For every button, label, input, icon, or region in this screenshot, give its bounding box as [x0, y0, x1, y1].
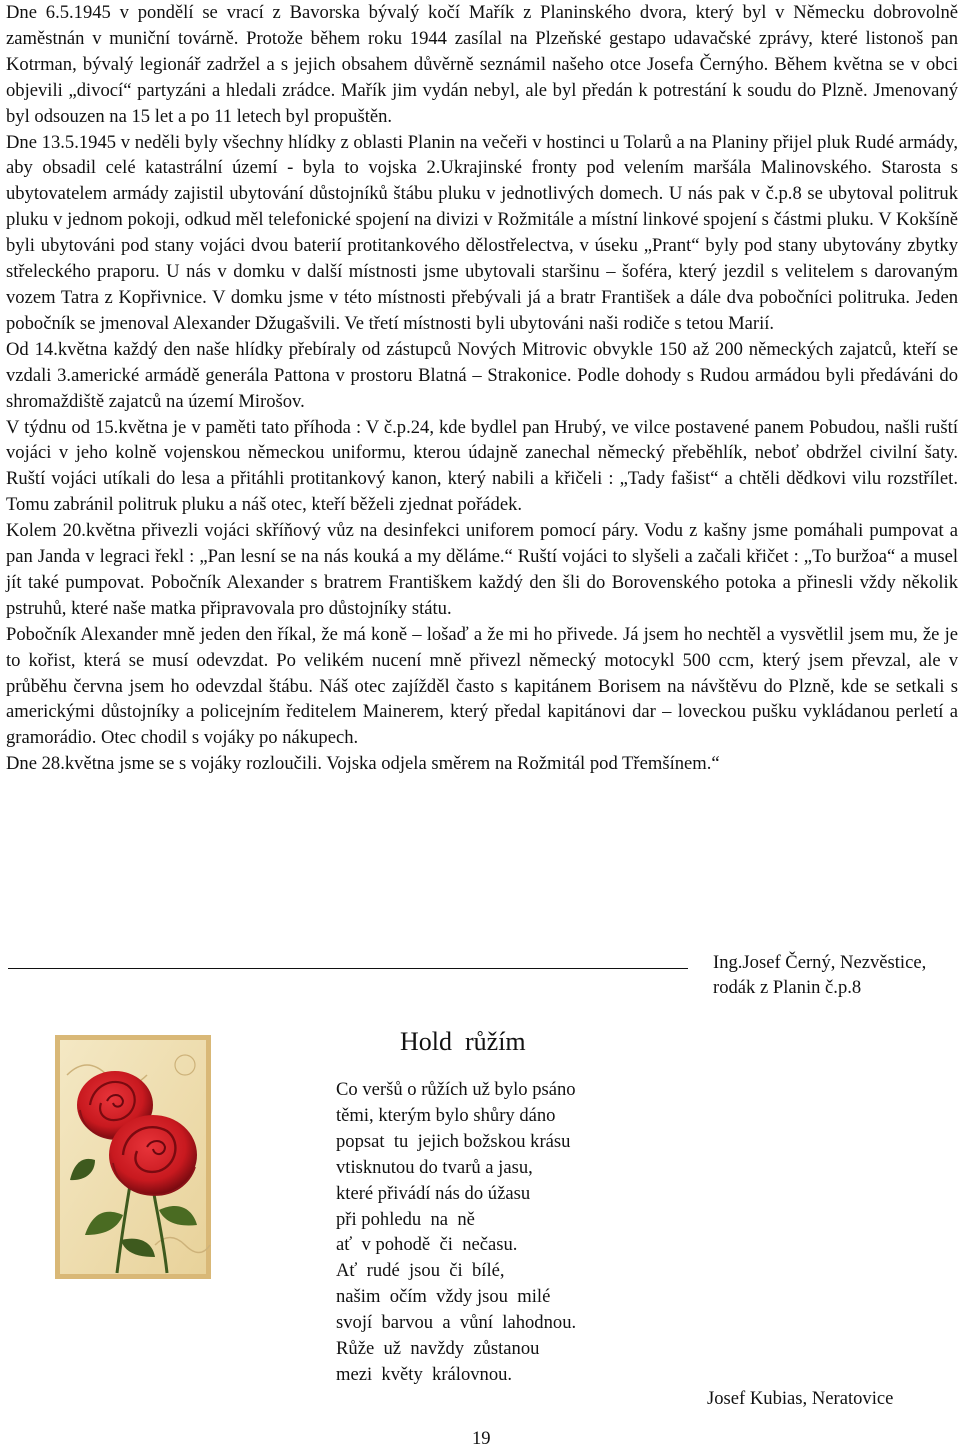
poem-line: svojí barvou a vůní lahodnou.: [336, 1312, 577, 1334]
paragraph-disinfection-wagon: Kolem 20.května přivezli vojáci skříňový vůz na desinfekci uniforem pomocí páry. Vodu z kašny jsme pomáhali pumpovat a pan Janda v legraci řekl : „Pan lesní se na nás kouká a my děláme.“ Ruští vojáci to slyšeli a začali křičet : „To buržoa“ a musel jít také pumpovat. Pobočník Alexander s bratrem Františkem každý den šli do Borovenského potoka a přinesli vždy několik pstruhů, které naše matka připravovala pro důstojníky státu.: [6, 520, 958, 619]
article-body: [6, 0, 958, 777]
poem-body: [336, 1077, 576, 1388]
paragraph-return-of-marik: Dne 6.5.1945 v pondělí se vrací z Bavorska bývalý kočí Mařík z Planinského dvora, který byl v Německu dobrovolně zaměstnán v muniční továrně. Protože během roku 1944 zasílal na Plzeňské gestapo udavačské zprávy, které listonoš pan Kotrman, bývalý legionář zadržel a s jejich obsahem důvěrně seznámil našeho otce Josefa Černýho. Během května se v obci objevili „divocí“ partyzáni a hledali zrádce. Mařík jim vydán nebyl, ale byl předán k potrestání k soudu do Plzně. Jmenovaný byl odsouzen na 15 let a po 11 letech byl propuštěn.: [6, 2, 958, 127]
paragraph-farewell: Dne 28.května jsme se s vojáky rozloučili. Vojska odjela směrem na Rožmitál pod Třemšínem.“: [6, 753, 720, 775]
poem-line: ať v pohodě či nečasu.: [336, 1234, 518, 1256]
signature-line: [8, 968, 688, 969]
paragraph-german-prisoners: Od 14.května každý den naše hlídky přebíraly od zástupců Nových Mitrovic obvykle 150 až 200 německých zajatců, kteří se vzdali 3.americké armádě generála Pattona v prostoru Blatná – Strakonice. Podle dohody s Rudou armádou byli předáváni do shromaždiště zajatců na území Mirošov.: [6, 338, 958, 412]
signature-name: Ing.Josef Černý, Nezvěstice,: [713, 952, 927, 973]
paragraph-uniform-incident: V týdnu od 15.května je v paměti tato příhoda : V č.p.24, kde bydlel pan Hrubý, ve vilce postavené panem Pobudou, našli ruští vojáci v jeho kolně vojenskou německou uniformu, kterou údajně zanechal německý přeběhlík, neboť obdržel civilní šaty. Ruští vojáci utíkali do lesa a přitáhli protitankový kanon, který nabili a křičeli : „Tady fašist“ a chtěli dědkovi vilu rozstřílet. Tomu zabránil politruk pluku a náš otec, kteří běželi zjednat pořádek.: [6, 416, 958, 516]
poem-line: Co veršů o růžích už bylo psáno: [336, 1079, 576, 1100]
page-number: 19: [472, 1428, 491, 1449]
poem-line: těmi, kterým bylo shůry dáno: [336, 1104, 556, 1126]
paragraph-red-army-arrival: Dne 13.5.1945 v neděli byly všechny hlídky z oblasti Planin na večeři v hostinci u Tolarů a na Planiny přijel pluk Rudé armády, aby obsadil celé katastrální území - byla to vojska 2.Ukrajinské fronty pod velením maršála Malinovského. Starosta s ubytovatelem armády zajistil ubytování důstojníků štábu pluku v jednotlivých domech. U nás pak v č.p.8 se ubytoval politruk pluku v jednom pokoji, odkud měl telefonické spojení na divizi v Rožmitále a místní linkové spojení s částmi pluku. V Kokšíně byli ubytováni pod stany vojáci dvou baterií protitankového dělostřelectva, v úseku „Prant“ byly pod stany ubytovány zbytky střeleckého praporu. U nás v domku v další místnosti jsme ubytovali staršinu – šoféra, který jezdil s velitelem s darovaným vozem Tatra z Kopřivnice. V domku jsme v této místnosti přebývali já a bratr František a dále dva pobočníci politruka. Jeden pobočník se jmenoval Alexander Džugašvili. Ve třetí místnosti byli ubytováni naši rodiče s tetou Marií.: [6, 131, 958, 334]
poem-title: Hold růžím: [400, 1027, 526, 1056]
poem-line: našim očím vždy jsou milé: [336, 1286, 551, 1308]
poem-line: mezi květy královnou.: [336, 1363, 513, 1385]
rose-illustration: [55, 1035, 211, 1279]
poem-line: Ať rudé jsou či bílé,: [336, 1260, 505, 1282]
poem-line: vtisknutou do tvarů a jasu,: [336, 1156, 533, 1178]
poem-line: Růže už navždy zůstanou: [336, 1338, 540, 1360]
poem-author: Josef Kubias, Neratovice: [707, 1388, 894, 1409]
signature-origin: rodák z Planin č.p.8: [713, 977, 862, 998]
poem-line: při pohledu na ně: [336, 1208, 475, 1230]
poem-line: které přivádí nás do úžasu: [336, 1182, 531, 1204]
article-signature: [713, 950, 926, 1000]
poem-line: popsat tu jejich božskou krásu: [336, 1130, 571, 1152]
paragraph-motorcycle: Pobočník Alexander mně jeden den říkal, že má koně – lošaď a že mi ho přivede. Já jsem ho nechtěl a vysvětlil jsem mu, že je to kořist, která se musí odevzdat. Po velikém nucení mně přivezl německý motocykl 500 ccm, který jsem převzal, ale v průběhu června jsem ho odevzdal štábu. Náš otec zajížděl často s kapitánem Borisem na návštěvu do Plzně, kde se setkali s americkými důstojníky a policejním ředitelem Mainerem, který předal kapitánovi dar – loveckou pušku vykládanou perletí a gramorádio. Otec chodil s vojáky po nákupech.: [6, 623, 958, 749]
